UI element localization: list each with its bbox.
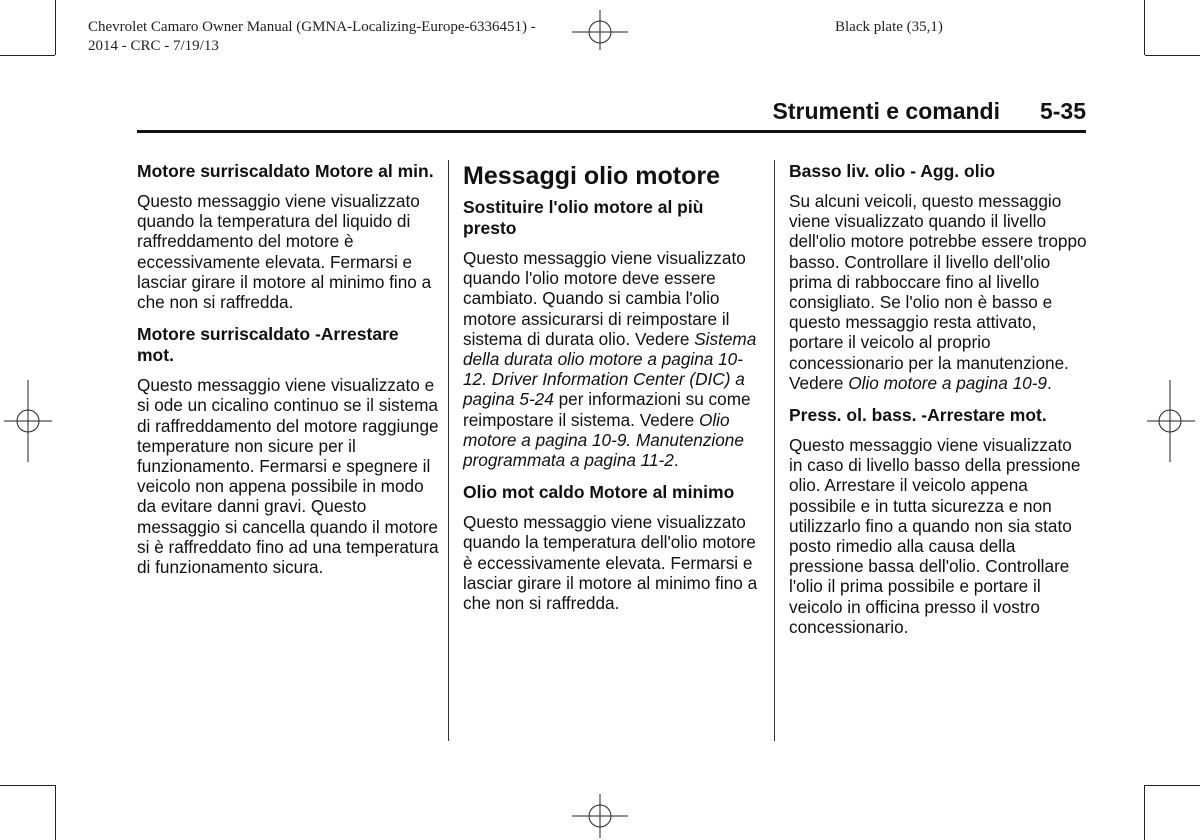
crop-mark — [55, 0, 56, 55]
cross-reference-link[interactable]: Olio motore a pagina 10-9. Manutenzione programmata a pagina 11-2 — [463, 409, 744, 471]
registration-mark-icon — [1145, 378, 1200, 464]
paragraph: Questo messaggio viene visualizzato quando la temperatura dell'olio motore è eccessivamente elevata. Fermarsi e lasciar girare il motore al minimo fino a che non si raffredda. — [463, 512, 758, 614]
crop-mark — [55, 785, 56, 840]
cross-reference-link[interactable]: Olio motore a pagina 10-9 — [848, 372, 1047, 393]
paragraph-text: . — [1046, 372, 1052, 393]
subheading: Motore surriscaldato Motore al min. — [137, 161, 434, 181]
paragraph — [463, 248, 761, 470]
paragraph: Questo messaggio viene visualizzato quando la temperatura del liquido di raffreddamento del motore è eccessivamente elevata. Fermarsi e lasciar girare il motore al minimo fino a che non si raffredda. — [137, 191, 432, 313]
page-number: 5-35 — [1039, 98, 1086, 124]
paragraph: Questo messaggio viene visualizzato in caso di livello basso della pressione olio. Arrestare il veicolo appena possibile e in tutta sicurezza e non utilizzarlo fino a quando non sia stato posto rimedio alla causa della pressione bassa dell'olio. Controllare l'olio il prima possibile e portare il veicolo in officina presso il vostro concessionario. — [789, 435, 1081, 637]
paragraph-text: . — [673, 450, 679, 471]
paragraph: Questo messaggio viene visualizzato e si ode un cicalino continuo se il sistema di raffreddamento del motore raggiunge temperature non sicure per il funzionamento. Fermarsi e spegnere il veicolo non appena possibile in modo da evitare danni gravi. Questo messaggio si cancella quando il motore si è raffreddato fino ad una temperatura di funzionamento sicura. — [137, 375, 439, 578]
registration-mark-icon — [570, 790, 630, 840]
column-2 — [463, 161, 761, 625]
paragraph-text: per informazioni su come reimpostare il sistema. Vedere — [463, 389, 751, 430]
column-1 — [137, 161, 439, 589]
print-header-plate: Black plate (35,1) — [835, 19, 943, 35]
registration-mark-icon — [570, 8, 630, 52]
crop-mark — [1145, 785, 1200, 786]
crop-mark — [1145, 55, 1200, 56]
print-header-info — [88, 18, 536, 56]
section-heading: Messaggi olio motore — [463, 162, 720, 190]
crop-mark — [1144, 0, 1145, 55]
print-header-line1: Chevrolet Camaro Owner Manual (GMNA-Localizing-Europe-6336451) - — [88, 19, 536, 35]
section-title: Strumenti e comandi — [772, 98, 1000, 124]
column-3 — [789, 161, 1089, 649]
registration-mark-icon — [0, 378, 55, 464]
crop-mark — [1144, 785, 1145, 840]
paragraph-text: Questo messaggio viene visualizzato quando l'olio motore deve essere cambiato. Quando si cambia l'olio motore assicurarsi di reimpostare il sistema di durata olio. Vedere — [463, 248, 746, 349]
subheading: Motore surriscaldato -Arrestare mot. — [137, 324, 399, 366]
subheading: Olio mot caldo Motore al minimo — [463, 482, 735, 503]
subheading: Sostituire l'olio motore al più presto — [463, 197, 704, 238]
subheading: Basso liv. olio - Agg. olio — [789, 161, 996, 181]
paragraph — [789, 191, 1089, 393]
cross-reference-link[interactable]: Sistema della durata olio motore a pagina 10-12. Driver Information Center (DIC) a pagina 5-24 — [463, 328, 757, 410]
paragraph-text: Su alcuni veicoli, questo messaggio viene visualizzato quando il livello dell'olio motore potrebbe essere troppo basso. Controllare il livello dell'olio prima di rabboccare fino al livello consigliato. Se l'olio non è basso e questo messaggio resta attivato, portare il veicolo al proprio concessionario per la manutenzione. Vedere — [789, 191, 1087, 393]
print-header-line2: 2014 - CRC - 7/19/13 — [88, 38, 219, 54]
crop-mark — [0, 785, 55, 786]
column-divider — [448, 160, 449, 741]
crop-mark — [0, 55, 55, 56]
column-divider — [774, 160, 775, 741]
subheading: Press. ol. bass. -Arrestare mot. — [789, 405, 1047, 426]
page-title-bar — [137, 96, 1086, 133]
